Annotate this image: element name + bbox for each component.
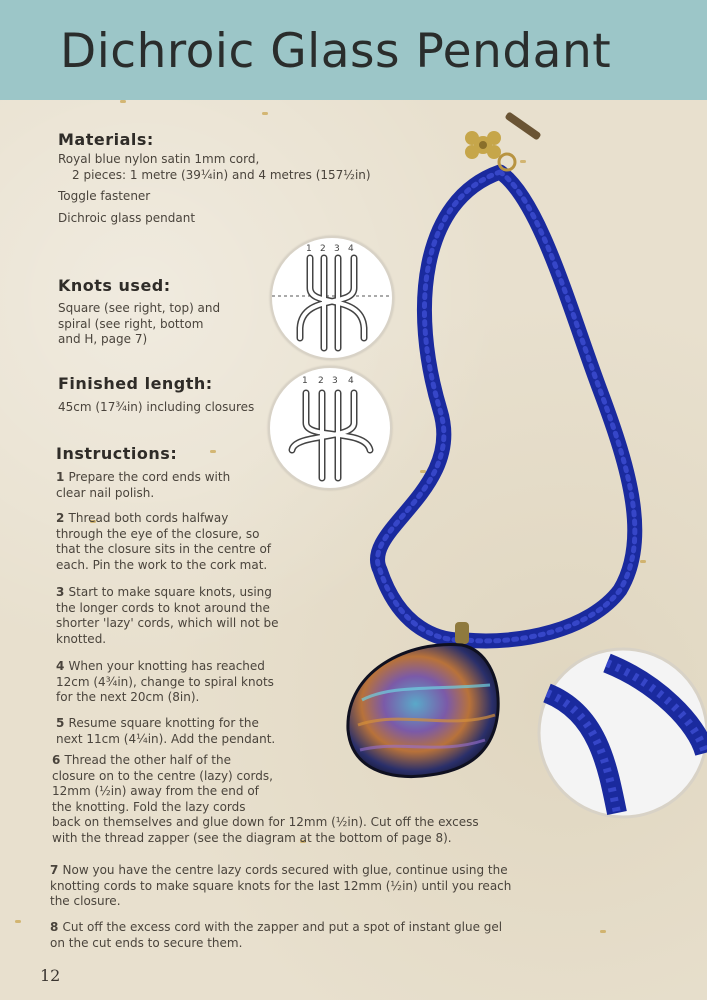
- paper-fleck: [120, 100, 126, 103]
- step-text: 12cm (4¾in), change to spiral knots: [56, 674, 274, 689]
- step-text: next 11cm (4¼in). Add the pendant.: [56, 731, 276, 746]
- page-title: Dichroic Glass Pendant: [60, 24, 612, 79]
- page-number: 12: [40, 966, 61, 985]
- step-number: 4: [56, 659, 69, 673]
- paper-fleck: [262, 112, 268, 115]
- cord: [377, 172, 634, 641]
- step-number: 1: [56, 470, 69, 484]
- cord-number: 1: [302, 376, 308, 386]
- spiral-knot-icon: [270, 368, 390, 488]
- step-text: through the eye of the closure, so: [56, 526, 260, 541]
- materials-line: Dichroic glass pendant: [58, 210, 196, 225]
- cord-number: 4: [348, 376, 354, 386]
- step-number: 5: [56, 716, 69, 730]
- materials-line: 2 pieces: 1 metre (39¼in) and 4 metres (157½in): [72, 167, 371, 182]
- step-text: Cut off the excess cord with the zapper and put a spot of instant glue gel: [62, 920, 503, 934]
- knots-line: Square (see right, top) and: [58, 301, 221, 315]
- instruction-step-1: [56, 470, 286, 501]
- step-text: Start to make square knots, using: [68, 585, 272, 599]
- step-text: with the thread zapper (see the diagram at the bottom of page 8).: [52, 830, 452, 845]
- materials-line: Royal blue nylon satin 1mm cord,: [58, 152, 260, 166]
- spiral-knot-diagram: [268, 366, 392, 490]
- cord-number: 3: [334, 244, 340, 254]
- step-text: knotting cords to make square knots for the last 12mm (½in) until you reach: [50, 878, 512, 893]
- instruction-step-4: [56, 659, 296, 706]
- knots-text: [58, 301, 258, 348]
- step-number: 8: [50, 920, 63, 934]
- finished-heading: Finished length:: [58, 374, 213, 393]
- knots-line: and H, page 7): [58, 332, 148, 346]
- step-text: the longer cords to knot around the: [56, 600, 270, 615]
- instructions-heading: Instructions:: [56, 444, 178, 463]
- step-number: 6: [52, 753, 65, 767]
- step-text: the knotting. Fold the lazy cords: [52, 799, 246, 814]
- step-text: the closure.: [50, 894, 121, 908]
- step-text: on the cut ends to secure them.: [50, 935, 243, 950]
- step-number: 2: [56, 511, 69, 525]
- toggle-clasp-icon: [465, 111, 542, 170]
- step-number: 3: [56, 585, 69, 599]
- step-text: 12mm (½in) away from the end of: [52, 784, 259, 798]
- instruction-step-2: [56, 511, 296, 573]
- knots-line: spiral (see right, bottom: [58, 316, 204, 331]
- knots-heading: Knots used:: [58, 276, 171, 295]
- closeup-inset: [537, 643, 707, 823]
- materials-line: Toggle fastener: [58, 189, 151, 203]
- step-text: Prepare the cord ends with: [68, 470, 231, 484]
- step-text: for the next 20cm (8in).: [56, 690, 200, 704]
- step-text: Thread the other half of the: [64, 753, 232, 767]
- square-knot-diagram: [270, 236, 394, 360]
- step-text: each. Pin the work to the cork mat.: [56, 557, 268, 572]
- step-text: shorter 'lazy' cords, which will not be: [56, 616, 279, 630]
- step-number: 7: [50, 863, 63, 877]
- square-knot-icon: [272, 238, 392, 358]
- cord-number: 2: [320, 244, 326, 254]
- paper-fleck: [210, 450, 216, 453]
- paper-fleck: [15, 920, 21, 923]
- cord-number: 1: [306, 244, 312, 254]
- cord-number: 4: [348, 244, 354, 254]
- step-text: Now you have the centre lazy cords secured with glue, continue using the: [62, 863, 508, 877]
- step-text: that the closure sits in the centre of: [56, 542, 272, 556]
- cord-number: 2: [318, 376, 324, 386]
- cord-number: 3: [332, 376, 338, 386]
- step-text: back on themselves and glue down for 12mm (½in). Cut off the excess: [52, 815, 479, 829]
- step-text: closure on to the centre (lazy) cords,: [52, 768, 273, 783]
- step-text: When your knotting has reached: [68, 659, 265, 673]
- materials-heading: Materials:: [58, 130, 154, 149]
- cord-texture: [377, 172, 634, 641]
- instruction-step-5: [56, 716, 296, 747]
- step-text: knotted.: [56, 631, 107, 646]
- step-text: Resume square knotting for the: [68, 716, 259, 730]
- step-text: clear nail polish.: [56, 485, 155, 500]
- finished-text: 45cm (17¾in) including closures: [58, 400, 255, 414]
- instruction-step-8: [50, 920, 550, 951]
- instruction-step-7: [50, 863, 550, 910]
- instruction-step-3: [56, 585, 296, 647]
- step-text: Thread both cords halfway: [68, 511, 229, 525]
- paper-fleck: [600, 930, 606, 933]
